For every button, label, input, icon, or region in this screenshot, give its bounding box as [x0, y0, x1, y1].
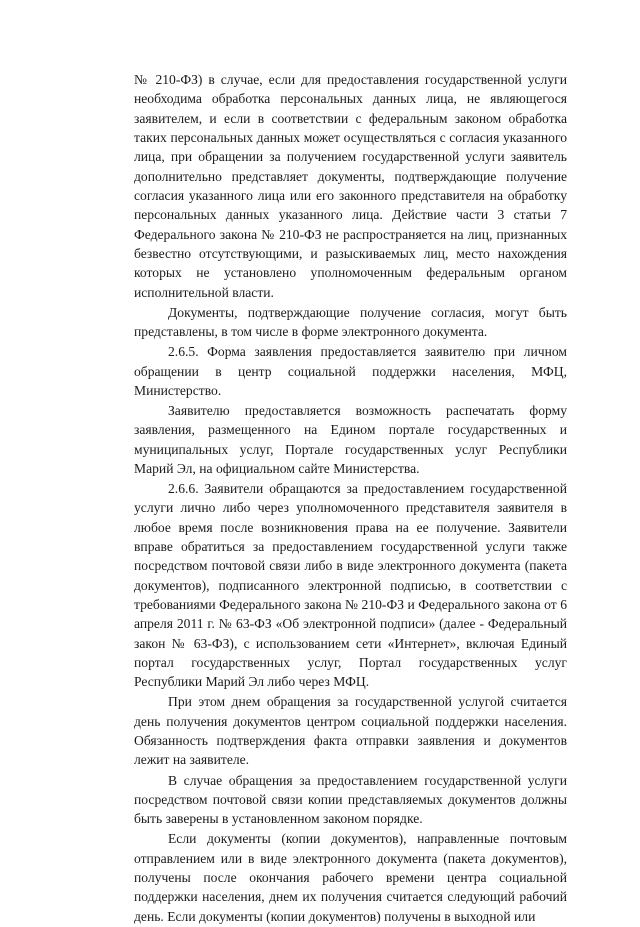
paragraph-4: Заявителю предоставляется возможность распечатать форму заявления, размещенного на Едином портале государственных и муниципальных услуг, Портале государственных услуг Республики Марий Эл, на официальном сайте Министерства.	[134, 402, 567, 476]
paragraph-8: Если документы (копии документов), направленные почтовым отправлением или в виде электронного документа (пакета документов), получены после окончания рабочего времени центра социальной поддержки населения, днем их получения считается следующий рабочий день. Если документы (копии документов) получены в выходной или	[134, 831, 567, 924]
paragraph-7: В случае обращения за предоставлением государственной услуги посредством почтовой связи копии представляемых документов должны быть заверены в установленном законом порядке.	[134, 772, 567, 827]
paragraph-1: № 210-ФЗ) в случае, если для предоставления государственной услуги необходима обработка персональных данных лица, не являющегося заявителем, и если в соответствии с федеральным законом обработка таких персональных данных может осуществляться с согласия указанного лица, при обращении за получением государственной услуги заявитель дополнительно представляет документы, подтверждающие получение согласия указанного лица или его законного представителя на обработку персональных данных указанного лица. Действие части 3 статьи 7 Федерального закона № 210-ФЗ не распространяется на лиц, признанных безвестно отсутствующими, и разыскиваемых лиц, место нахождения которых не установлено уполномоченным федеральным органом исполнительной власти.	[134, 72, 567, 300]
paragraph-3: 2.6.5. Форма заявления предоставляется заявителю при личном обращении в центр социальной поддержки населения, МФЦ, Министерство.	[134, 344, 567, 398]
paragraph-5: 2.6.6. Заявители обращаются за предоставлением государственной услуги лично либо через уполномоченного представителя заявителя в любое время после возникновения права на ее получение. Заявители вправе обратиться за предоставлением государственной услуги также посредством почтовой связи либо в виде электронного документа (пакета документов), подписанного электронной подписью, в соответствии с требованиями Федерального закона № 210-ФЗ и Федерального закона от 6 апреля 2011 г. № 63-ФЗ «Об электронной подписи» (далее - Федеральный закон № 63-ФЗ), с использованием сети «Интернет», включая Единый портал государственных услуг, Портал государственных услуг Республики Марий Эл либо через МФЦ.	[134, 480, 567, 690]
paragraph-2: Документы, подтверждающие получение согласия, могут быть представлены, в том числе в форме электронного документа.	[134, 304, 567, 340]
document-body	[134, 70, 567, 927]
paragraph-6: При этом днем обращения за государственной услугой считается день получения документов центром социальной поддержки населения. Обязанность подтверждения факта отправки заявления и документов лежит на заявителе.	[134, 694, 567, 768]
